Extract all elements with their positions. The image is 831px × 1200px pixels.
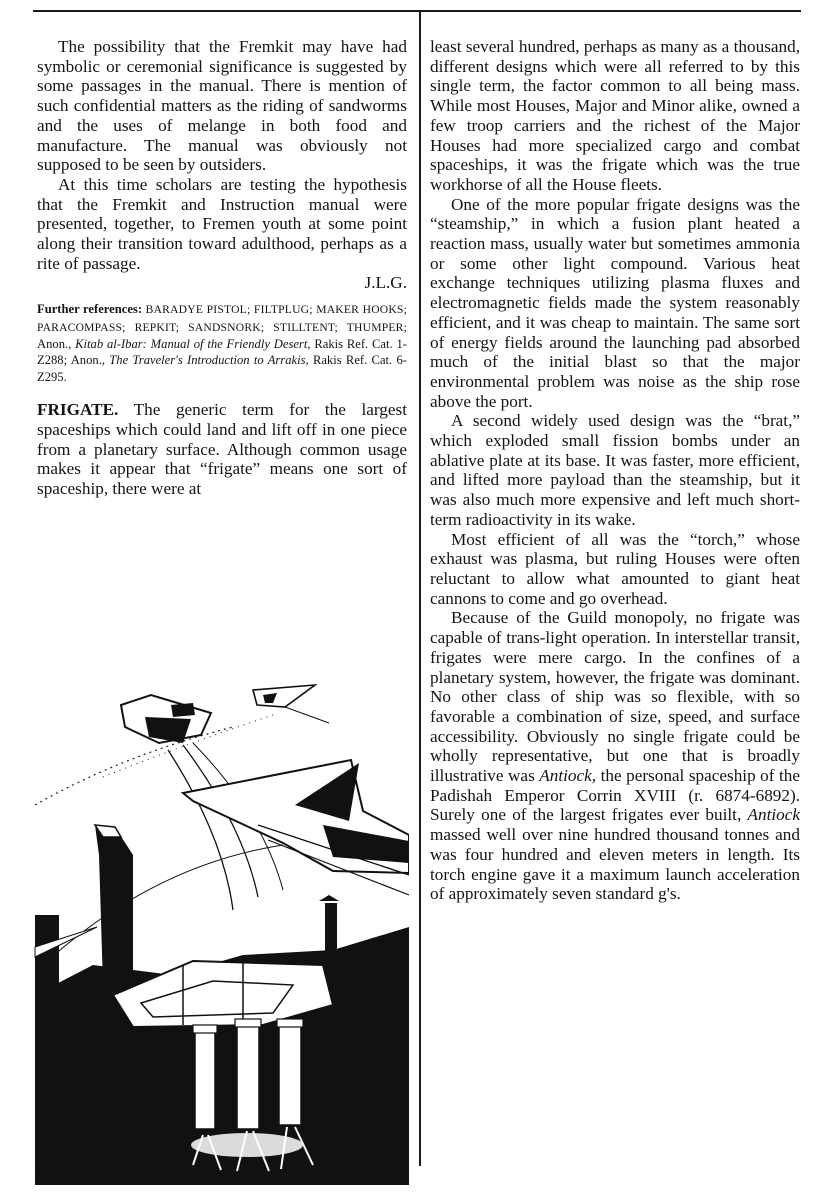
frigate-paragraph-steamship: One of the more popular frigate designs was the “steamship,” in which a fusion plant heated a reaction mass, usually water but sometimes ammonia or some other light compound. Various heat exchange techniques utilizing plasma fluxes and electromagnetic fields made the system reasonably efficient, and it was cheap to maintain. The same sort of energy fields around the launching pad absorbed much of the initial blast so that the major environmental problem was noise as the ship rose above the port. (430, 194, 800, 411)
ref-catalog-1: Rakis Ref. Cat. 1-Z288; (37, 336, 407, 368)
frigate-paragraph-brat: A second widely used design was the “brat,” which exploded small fission bombs under an ablative plate at its base. It was faster, more efficient, and lifted more payload than the steamship, but it was also much more expensive and left much short-term radioactivity in its wake. (430, 411, 800, 529)
ref-title-2: The Traveler's Introduction to Arrakis, (109, 353, 309, 368)
ship-name-2: Antiock (747, 805, 801, 825)
frigate-illustration (33, 665, 409, 1185)
antiock-text-c: massed well over nine hundred thousand tonnes and was four hundred and eleven meters in length. Its torch engine gave it a maximum launch acceleration of approximately seven standard g's. (430, 825, 800, 904)
cross-references: BARADYE PISTOL; FILTPLUG; MAKER HOOKS; PARACOMPASS; REPKIT; SANDSNORK; STILLTENT; THUMPER; (37, 303, 407, 334)
frigate-paragraph-1: least several hundred, perhaps as many as a thousand, different designs which were all referred to by this single term, the factor common to all being mass. While most Houses, Major and Minor alike, owned a few troop carriers and the richest of the Major Houses had more specialized cargo and combat spaceships, it was the frigate which was the true workhorse of all the House fleets. (430, 37, 800, 194)
antiock-text-b: the personal spaceship of the Padishah Emperor Corrin XVIII (r. 6874-6892). Surely one of the largest frigates ever built, (430, 766, 801, 825)
frigate-paragraph-antiock (430, 608, 800, 904)
ref-author-2: Anon., (70, 353, 105, 368)
frigate-entry (37, 400, 407, 499)
right-column (430, 37, 800, 904)
entry-definition: The generic term for the largest spaceships which could land and lift off in one piece from a planetary surface. Although common usage makes it appear that “frigate” means one sort of spaceship, there were at (37, 400, 407, 498)
fremkit-paragraph-2: At this time scholars are testing the hypothesis that the Fremkit and Instruction manual were presented, together, to Fremen youth at some point along their transition toward adulthood, perhaps as a rite of passage. (37, 174, 407, 273)
column-divider (419, 11, 421, 1166)
antiock-text-a: Because of the Guild monopoly, no frigate was capable of trans-light operation. In interstellar transit, frigates were mere cargo. In the confines of a planetary system, however, the frigate was dominant. No other class of ship was so flexible, with so favorable a combination of size, speed, and surface accessibility. Obviously no single frigate could be wholly representative, but one that is broadly illustrative was (430, 608, 800, 786)
references-label: Further references: (37, 302, 143, 317)
left-column (37, 37, 407, 499)
top-rule (33, 10, 801, 12)
ship-name-1: Antiock, (539, 766, 597, 786)
author-signature: J.L.G. (364, 273, 407, 293)
ref-title-1: Kitab al-Ibar: Manual of the Friendly Desert, (75, 336, 311, 351)
frigate-paragraph-torch: Most efficient of all was the “torch,” whose exhaust was plasma, but ruling Houses were often reluctant to allow what amounted to giant heat cannons to come and go overhead. (430, 529, 800, 608)
entry-headword: FRIGATE. (37, 400, 119, 420)
ref-catalog-2: Rakis Ref. Cat. 6-Z295. (37, 353, 407, 384)
further-references (37, 301, 407, 385)
fremkit-paragraph-1: The possibility that the Fremkit may have had symbolic or ceremonial significance is suggested by some passages in the manual. There is mention of such confidential matters as the riding of sandworms and the uses of melange in both food and manufacture. The manual was obviously not supposed to be seen by outsiders. (37, 37, 407, 175)
illustration-credit: ©1984 MATT HOWARTH (36, 1170, 121, 1177)
ref-author-1: Anon., (37, 336, 72, 351)
